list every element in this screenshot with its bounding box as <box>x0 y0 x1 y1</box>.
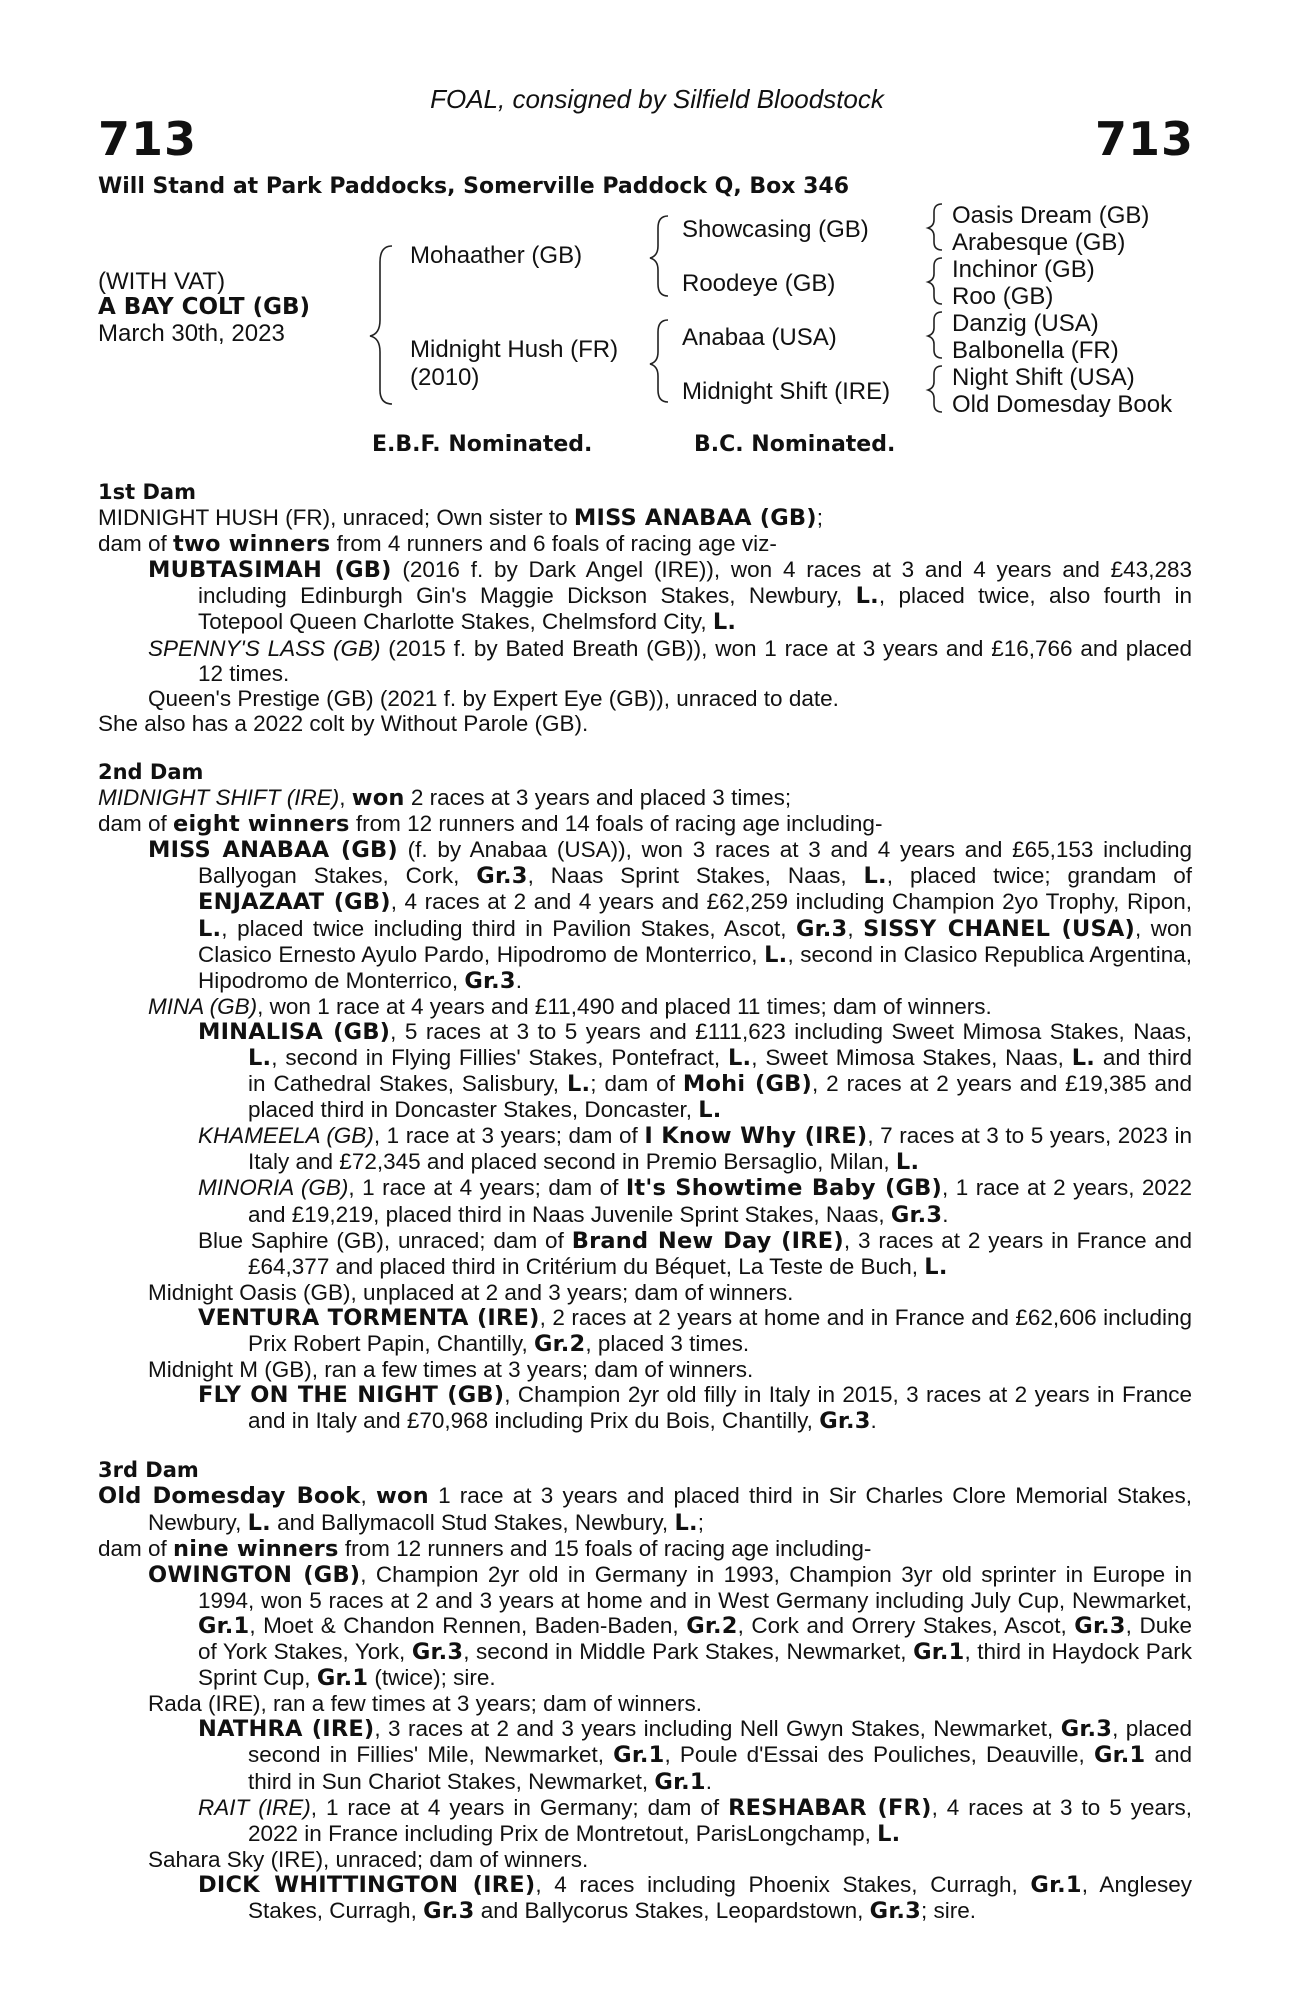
section-heading: 1st Dam <box>98 480 196 504</box>
pedigree-entry: KHAMEELA (GB), 1 race at 3 years; dam of I Know Why (IRE), 7 races at 3 to 5 years, 2023 in Italy and £72,345 and placed second in Premio Bersaglio, Milan, L. <box>198 1123 1192 1176</box>
pedigree-entry: Queen's Prestige (GB) (2021 f. by Expert Eye (GB)), unraced to date. <box>148 685 839 711</box>
lot-number-right: 713 <box>1094 112 1194 166</box>
pedigree-entry: MISS ANABAA (GB) (f. by Anabaa (USA)), won 3 races at 3 and 4 years and £65,153 including Ballyogan Stakes, Cork, Gr.3, Naas Sprint Stakes, Naas, L., placed twice; grandam of ENJAZAAT (GB), 4 races at 2 and 4 years and £62,259 including Champion 2yo Trophy, Ripon, L., placed twice including third in Pavilion Stakes, Ascot, Gr.3, SISSY CHANEL (USA), won Clasico Ernesto Ayulo Pardo, Hipodromo de Monterrico, L., second in Clasico Republica Argentina, Hipodromo de Monterrico, Gr.3. <box>148 837 1193 994</box>
pedigree-entry: She also has a 2022 colt by Without Parole (GB). <box>98 710 589 736</box>
pedigree-entry: Sahara Sky (IRE), unraced; dam of winners. <box>148 1846 589 1872</box>
pedigree-entry: MIDNIGHT SHIFT (IRE), won 2 races at 3 years and placed 3 times; <box>98 785 792 812</box>
pedigree-entry: MUBTASIMAH (GB) (2016 f. by Dark Angel (IRE)), won 4 races at 3 and 4 years and £43,283 including Edinburgh Gin's Maggie Dickson Stakes, Newbury, L., placed twice, also fourth in Totepool Queen Charlotte Stakes, Chelmsford City, L. <box>148 557 1192 636</box>
pedigree-entry: dam of nine winners from 12 runners and 15 foals of racing age including- <box>98 1535 872 1562</box>
brace-g2 <box>928 258 942 304</box>
pedigree-entry: RAIT (IRE), 1 race at 4 years in Germany; dam of RESHABAR (FR), 4 races at 3 to 5 years, 2022 in France including Prix de Montretout, ParisLongchamp, L. <box>198 1794 1192 1847</box>
pedigree-gg-6: Balbonella (FR) <box>952 337 1119 364</box>
pedigree-dam-dam: Midnight Shift (IRE) <box>682 378 891 405</box>
pedigree-gg-3: Inchinor (GB) <box>952 256 1095 283</box>
pedigree-entry: MINALISA (GB), 5 races at 3 to 5 years and £111,623 including Sweet Mimosa Stakes, Naas, L., second in Flying Fillies' Stakes, Pontefract, L., Sweet Mimosa Stakes, Naas, L. and third in Cathedral Stakes, Salisbury, L.; dam of Mohi (GB), 2 races at 2 years and £19,385 and placed third in Doncaster Stakes, Doncaster, L. <box>198 1018 1192 1124</box>
pedigree-gg-5: Danzig (USA) <box>952 310 1099 337</box>
brace-sire <box>650 216 668 296</box>
brace-g3 <box>928 312 942 358</box>
stand-location: Will Stand at Park Paddocks, Somerville Paddock Q, Box 346 <box>98 174 850 199</box>
pedigree-entry: MINA (GB), won 1 race at 4 years and £11,490 and placed 11 times; dam of winners. <box>148 993 992 1019</box>
pedigree-sire-sire: Showcasing (GB) <box>682 216 869 243</box>
vat-note: (WITH VAT) <box>98 268 226 295</box>
pedigree-gg-7: Night Shift (USA) <box>952 364 1135 391</box>
pedigree-gg-2: Arabesque (GB) <box>952 229 1126 256</box>
dam-section <box>98 480 1192 736</box>
pedigree-entry: Old Domesday Book, won 1 race at 3 years and placed third in Sir Charles Clore Memorial Stakes, Newbury, L. and Ballymacoll Stud Stakes, Newbury, L.; <box>98 1483 1192 1536</box>
brace-g1 <box>928 204 942 250</box>
pedigree-entry: Rada (IRE), ran a few times at 3 years; dam of winners. <box>148 1691 702 1717</box>
pedigree-entry: dam of two winners from 4 runners and 6 foals of racing age viz- <box>98 531 777 558</box>
pedigree-dam: Midnight Hush (FR) <box>410 336 619 363</box>
dam-section <box>98 1458 1192 1924</box>
horse-name: A BAY COLT (GB) <box>98 294 311 320</box>
dam-section <box>98 760 1192 1434</box>
pedigree-entry: dam of eight winners from 12 runners and 14 foals of racing age including- <box>98 811 883 838</box>
pedigree-entry: SPENNY'S LASS (GB) (2015 f. by Bated Breath (GB)), won 1 race at 3 years and £16,766 and placed 12 times. <box>148 635 1192 686</box>
pedigree-entry: DICK WHITTINGTON (IRE), 4 races including Phoenix Stakes, Curragh, Gr.1, Anglesey Stakes, Curragh, Gr.3 and Ballycorus Stakes, Leopardstown, Gr.3; sire. <box>198 1871 1192 1924</box>
ebf-nomination: E.B.F. Nominated. <box>372 432 593 457</box>
foaling-date: March 30th, 2023 <box>98 320 285 347</box>
pedigree-entry: Midnight Oasis (GB), unplaced at 2 and 3 years; dam of winners. <box>148 1279 794 1305</box>
pedigree-entry: OWINGTON (GB), Champion 2yr old in Germany in 1993, Champion 3yr old sprinter in Europe in 1994, won 5 races at 2 and 3 years at home and in West Germany including July Cup, Newmarket, Gr.1, Moet & Chandon Rennen, Baden-Baden, Gr.2, Cork and Orrery Stakes, Ascot, Gr.3, Duke of York Stakes, York, Gr.3, second in Middle Park Stakes, Newmarket, Gr.1, third in Haydock Park Sprint Cup, Gr.1 (twice); sire. <box>148 1561 1193 1692</box>
pedigree-dam-sire: Anabaa (USA) <box>682 324 837 351</box>
section-heading: 2nd Dam <box>98 759 204 784</box>
pedigree-entry: MIDNIGHT HUSH (FR), unraced; Own sister to MISS ANABAA (GB); <box>98 505 824 532</box>
pedigree-entry: FLY ON THE NIGHT (GB), Champion 2yr old filly in Italy in 2015, 3 races at 2 years in France and in Italy and £70,968 including Prix du Bois, Chantilly, Gr.3. <box>198 1382 1192 1435</box>
brace-main <box>370 246 392 404</box>
bc-nomination: B.C. Nominated. <box>694 432 896 457</box>
pedigree-gg-4: Roo (GB) <box>952 283 1054 310</box>
section-heading: 3rd Dam <box>98 1458 199 1483</box>
pedigree-sire: Mohaather (GB) <box>410 242 583 269</box>
brace-g4 <box>928 366 942 412</box>
brace-dam <box>650 320 668 402</box>
pedigree-entry: MINORIA (GB), 1 race at 4 years; dam of It's Showtime Baby (GB), 1 race at 2 years, 2022 and £19,219, placed third in Naas Juvenile Sprint Stakes, Naas, Gr.3. <box>198 1175 1192 1228</box>
pedigree-entry: Blue Saphire (GB), unraced; dam of Brand New Day (IRE), 3 races at 2 years in France and £64,377 and placed third in Critérium du Béquet, La Teste de Buch, L. <box>198 1227 1193 1280</box>
consignment-line: FOAL, consigned by Silfield Bloodstock <box>430 84 884 114</box>
pedigree-sire-dam: Roodeye (GB) <box>682 270 836 297</box>
pedigree-entry: NATHRA (IRE), 3 races at 2 and 3 years including Nell Gwyn Stakes, Newmarket, Gr.3, placed second in Fillies' Mile, Newmarket, Gr.1, Poule d'Essai des Pouliches, Deauville, Gr.1 and third in Sun Chariot Stakes, Newmarket, Gr.1. <box>198 1716 1192 1795</box>
catalogue-body <box>98 480 1192 1924</box>
pedigree-entry: Midnight M (GB), ran a few times at 3 years; dam of winners. <box>148 1357 754 1383</box>
pedigree-entry: VENTURA TORMENTA (IRE), 2 races at 2 years at home and in France and £62,606 including Prix Robert Papin, Chantilly, Gr.2, placed 3 times. <box>198 1304 1192 1357</box>
pedigree-gg-1: Oasis Dream (GB) <box>952 202 1150 229</box>
pedigree-gg-8: Old Domesday Book <box>952 391 1173 418</box>
pedigree-dam-year: (2010) <box>410 364 480 391</box>
lot-number-left: 713 <box>98 112 198 166</box>
